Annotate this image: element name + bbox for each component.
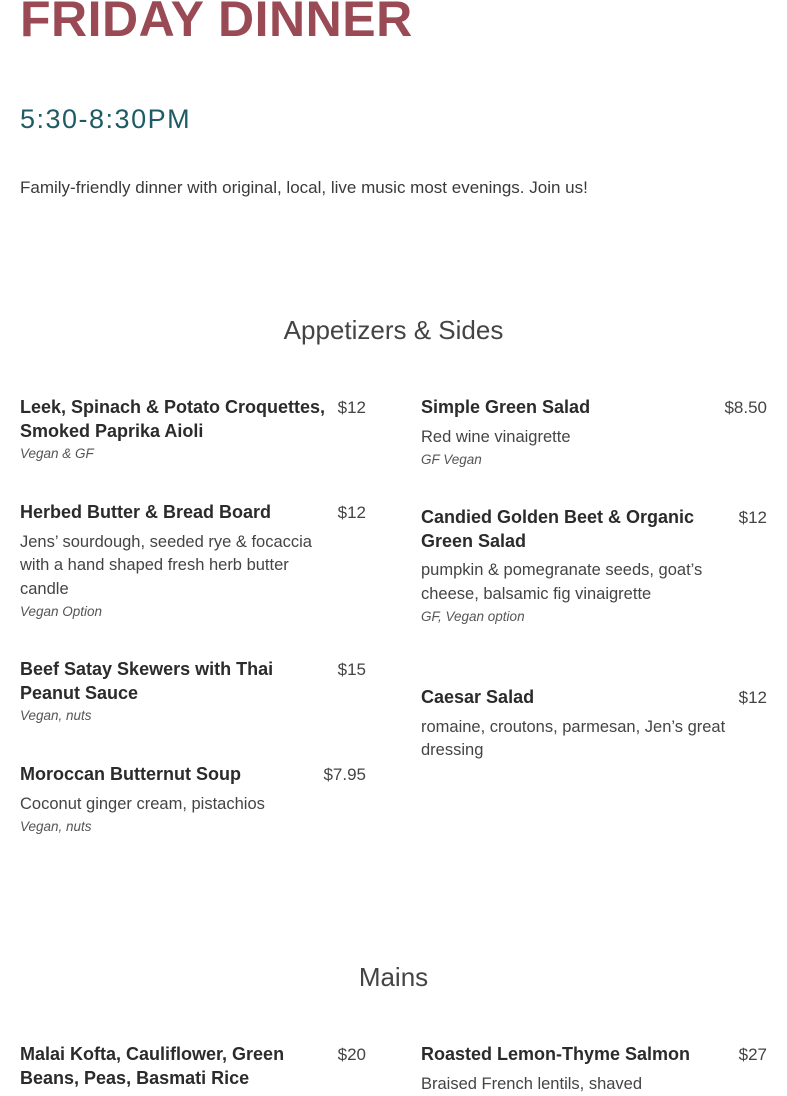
menu-item-name: Leek, Spinach & Potato Croquettes, Smoked Paprika Aioli (20, 396, 330, 443)
menu-item-description: romaine, croutons, parmesan, Jen’s great dressing (421, 716, 767, 763)
menu-item-price: $12 (338, 396, 366, 419)
menu-item-tags: Vegan & GF (20, 445, 366, 463)
menu-item (20, 658, 366, 725)
menu-item-name: Candied Golden Beet & Organic Green Salad (421, 506, 731, 553)
menu-item-description: Jens’ sourdough, seeded rye & focaccia with a hand shaped fresh herb butter candle (20, 531, 366, 602)
menu-item-description: pumpkin & pomegranate seeds, goat’s cheese, balsamic fig vinaigrette (421, 559, 767, 606)
menu-item-tags: Vegan Option (20, 603, 366, 621)
menu-item (421, 686, 767, 763)
tagline: Family-friendly dinner with original, local, live music most evenings. Join us! (20, 176, 588, 200)
page-title: FRIDAY DINNER (20, 0, 413, 50)
menu-item-header (20, 396, 366, 443)
menu-item (20, 1043, 366, 1090)
menu-item-name: Caesar Salad (421, 686, 731, 710)
menu-item-name: Moroccan Butternut Soup (20, 763, 330, 787)
menu-item-price: $20 (338, 1043, 366, 1066)
menu-item-name: Herbed Butter & Bread Board (20, 501, 330, 525)
menu-item (20, 396, 366, 463)
menu-item-header (20, 1043, 366, 1090)
menu-item-header (20, 763, 366, 787)
menu-item-price: $27 (739, 1043, 767, 1066)
menu-item (421, 506, 767, 626)
menu-item (20, 763, 366, 836)
menu-item-header (421, 396, 767, 420)
menu-item-tags: Vegan, nuts (20, 707, 366, 725)
menu-item-description: Red wine vinaigrette (421, 426, 767, 450)
menu-item-description: Braised French lentils, shaved (421, 1073, 767, 1096)
menu-item-header (421, 686, 767, 710)
menu-item-price: $12 (338, 501, 366, 524)
menu-item-price: $12 (739, 686, 767, 709)
menu-item-name: Malai Kofta, Cauliflower, Green Beans, Peas, Basmati Rice (20, 1043, 330, 1090)
menu-item-name: Simple Green Salad (421, 396, 731, 420)
menu-item-price: $8.50 (724, 396, 767, 419)
menu-item-header (20, 658, 366, 705)
section-title-mains: Mains (0, 960, 787, 994)
menu-item (421, 1043, 767, 1096)
menu-item-description: Coconut ginger cream, pistachios (20, 793, 366, 817)
menu-item-header (20, 501, 366, 525)
menu-item-name: Roasted Lemon-Thyme Salmon (421, 1043, 731, 1067)
menu-item-tags: Vegan, nuts (20, 818, 366, 836)
menu-item-tags: GF, Vegan option (421, 608, 767, 626)
menu-item-price: $12 (739, 506, 767, 529)
menu-item-price: $7.95 (323, 763, 366, 786)
menu-item-header (421, 1043, 767, 1067)
menu-item-tags: GF Vegan (421, 451, 767, 469)
service-hours: 5:30-8:30PM (20, 100, 191, 138)
menu-item-price: $15 (338, 658, 366, 681)
menu-item-name: Beef Satay Skewers with Thai Peanut Sauce (20, 658, 330, 705)
menu-item (20, 501, 366, 621)
menu-item-header (421, 506, 767, 553)
section-title-appetizers: Appetizers & Sides (0, 313, 787, 347)
menu-item (421, 396, 767, 469)
